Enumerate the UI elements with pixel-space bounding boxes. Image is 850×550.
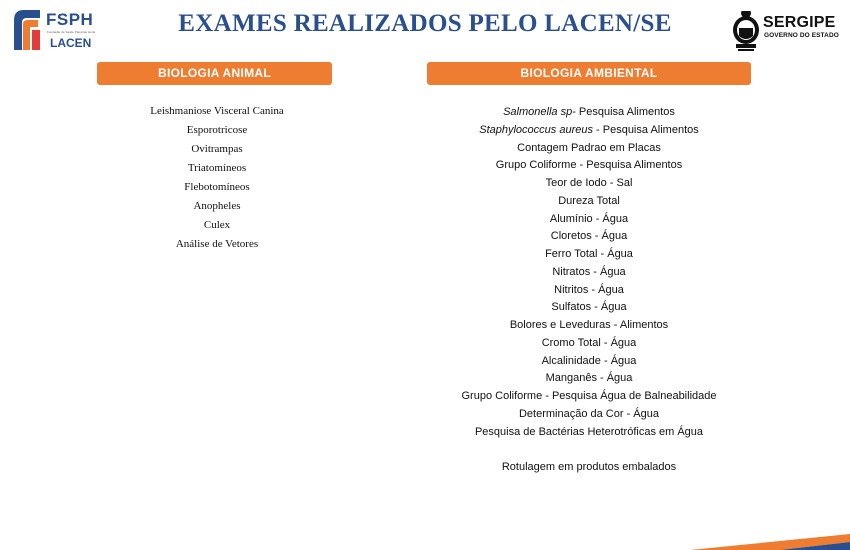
list-item: Cloretos - Água (550, 230, 628, 243)
logo-tagline: Fundação de Saúde Parreiras Horta (47, 30, 96, 34)
header-biologia-animal: BIOLOGIA ANIMAL (97, 62, 332, 85)
list-item: Bolores e Leveduras - Alimentos (509, 319, 669, 331)
list-item: Esporotricose (186, 124, 248, 136)
item-text: - Pesquisa Alimentos (572, 106, 675, 118)
item-text: - Pesquisa Alimentos (592, 123, 699, 136)
list-item (427, 104, 751, 122)
list-item: Pesquisa de Bactérias Heterotróficas em Água (474, 425, 704, 438)
list-item: Triatomíneos (187, 162, 247, 174)
list-item: Alcalinidade - Água (541, 354, 637, 367)
list-item: Grupo Coliforme - Pesquisa Alimentos (495, 159, 683, 172)
list-item: Cromo Total - Água (541, 336, 637, 349)
list-item: Nitratos - Água (552, 265, 626, 278)
logo-state-name: SERGIPE (763, 14, 836, 31)
logo-brand-text: FSPH (46, 10, 94, 29)
logo-sub-text: LACEN (50, 36, 92, 50)
sergipe-seal-icon (731, 6, 761, 52)
list-item: Teor de Iodo - Sal (545, 177, 633, 189)
list-item: Flebotomíneos (184, 181, 250, 193)
list-item: Nitritos - Água (554, 283, 624, 296)
sergipe-logo (731, 6, 843, 52)
page-title: EXAMES REALIZADOS PELO LACEN/SE (178, 10, 672, 37)
list-item: Ferro Total - Água (545, 248, 633, 260)
list-item: Alumínio - Água (549, 212, 629, 225)
list-item: Análise de Vetores (175, 238, 259, 250)
biologia-animal-list (97, 103, 337, 255)
list-item: Contagem Padrao em Placas (517, 141, 661, 154)
item-species: Staphylococcus aureus (479, 123, 593, 136)
biologia-ambiental-list (427, 104, 751, 477)
list-item: Culex (203, 219, 231, 231)
list-item: Manganês - Água (545, 372, 633, 385)
list-item: Rotulagem em produtos embalados (501, 461, 677, 474)
list-item: Determinação da Cor - Água (518, 407, 659, 420)
list-item: Ovitrampas (191, 143, 243, 155)
list-item: Dureza Total (558, 194, 620, 207)
list-item (427, 122, 751, 140)
corner-decoration (660, 530, 850, 550)
item-species: Salmonella sp (503, 106, 573, 118)
logo-state-subtitle: GOVERNO DO ESTADO (764, 32, 839, 39)
list-item: Leishmaniose Visceral Canina (150, 105, 284, 117)
list-item: Sulfatos - Água (551, 301, 627, 314)
list-item: Anopheles (193, 200, 241, 212)
header-biologia-ambiental: BIOLOGIA AMBIENTAL (427, 62, 751, 85)
list-item: Grupo Coliforme - Pesquisa Água de Balneabilidade (461, 390, 717, 402)
